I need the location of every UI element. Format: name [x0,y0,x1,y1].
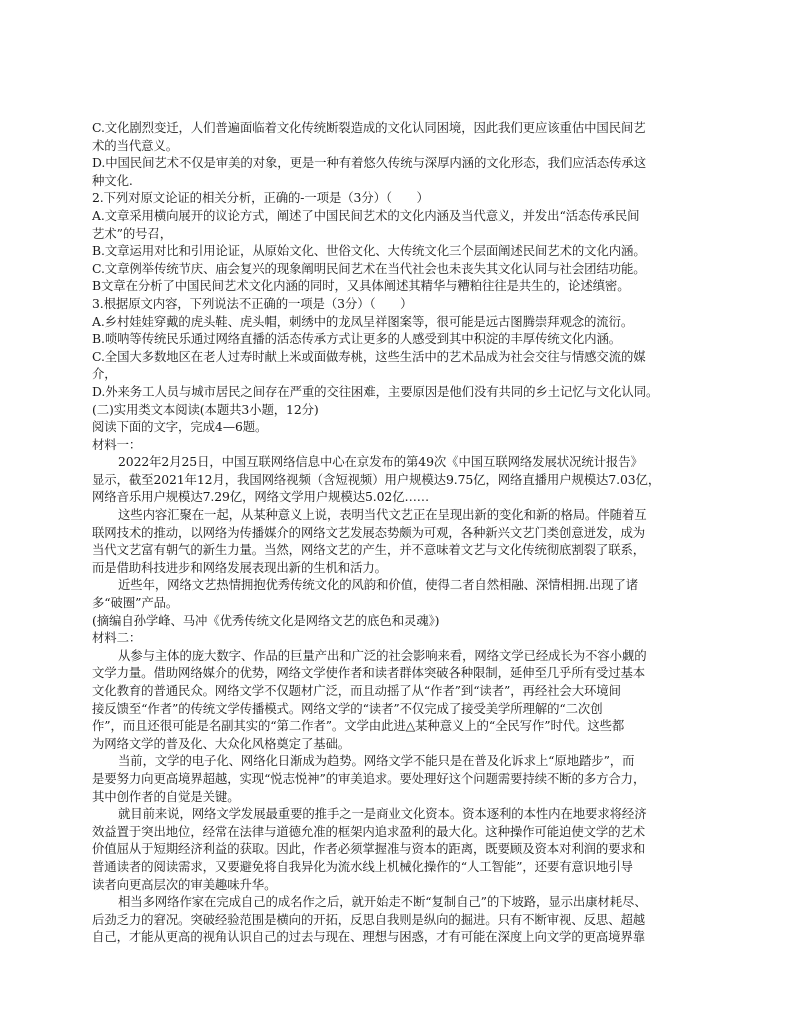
text-line: 近些年，网络文艺热情拥抱优秀传统文化的风韵和价值，使得二者自然相融、深情相拥.出现了诸 [118,577,639,593]
text-line: 其中创作者的自觉是关键。 [92,788,240,804]
text-line: 接反馈至“作者”的传统文学传播模式。网络文学的“读者”不仅完成了接受美学所理解的“二次创 [92,700,603,716]
text-line: B文章在分析了中国民间艺术文化内涵的同时，又具体阐述其精华与糟粕往往是共生的，论述缜密。 [92,278,630,294]
text-line: A.乡村娃娃穿戴的虎头鞋、虎头帽，刺绣中的龙凤呈祥图案等，很可能是远古图腾崇拜观念的流衍。 [92,313,634,329]
text-line: B.唢呐等传统民乐通过网络直播的活态传承方式让更多的人感受到其中积淀的丰厚传统文化内涵。 [92,331,622,347]
text-line: 材料二： [92,630,142,646]
text-line: (摘编自孙学峰、马冲《优秀传统文化是网络文艺的底色和灵魂》) [92,612,440,628]
text-line: 效益置于突出地位，经常在法律与道德允准的框架内追求盈利的最大化。这种操作可能迫使文学的艺术 [92,823,646,839]
text-line: 就目前来说，网络文学发展最重要的推手之一是商业文化资本。资本逐利的本性内在地要求将经济 [118,806,647,822]
text-line: 阅读下面的文字，完成4—6题。 [92,419,268,435]
text-line: 自己，才能从更高的视角认识自己的过去与现在、理想与困惑，才有可能在深度上向文学的更高境界靠 [92,929,646,945]
text-line: 2022年2月25日，中国互联网络信息中心在京发布的第49次《中国互联网络发展状况统计报告》 [118,454,643,470]
text-line: 多“破圈”产品。 [92,595,179,611]
text-line: 当代文艺富有朝气的新生力量。当然，网络文艺的产生，并不意味着文艺与文化传统彻底割裂了联系， [92,542,646,558]
text-line: 3.根据原文内容，下列说法不正确的一项是（3分）（ ） [92,295,413,311]
text-line: C.文章例举传统节庆、庙会复兴的现象阐明民间艺术在当代社会也未丧失其文化认同与社会团结功能。 [92,260,646,276]
text-line: C.文化剧烈变迁，人们普遍面临着文化传统断裂造成的文化认同困境，因此我们更应该重估中国民间艺 [92,120,646,135]
text-line: 材料一： [92,436,142,452]
text-line: 术的当代意义。 [92,137,179,153]
text-line: 2.下列对原文论证的相关分析，正确的-一项是（3分）（ ） [92,190,429,206]
text-line: 联网技术的推动，以网络为传播媒介的网络文艺发展态势颇为可观，各种新兴文艺门类创意迸发，成为 [92,524,646,540]
text-line: 种文化. [92,172,133,188]
text-line: 文学力量。借助网络媒介的优势，网络文学使作者和读者群体突破各种限制，延伸至几乎所有受过基本 [92,665,646,681]
text-line: 为网络文学的普及化、大众化风格奠定了基础。 [92,735,351,751]
text-line: (二)实用类文本阅读(本题共3小题，12分) [92,401,319,417]
text-line: 网络音乐用户规模达7.29亿，网络文学用户规模达5.02亿…… [92,489,430,505]
text-line: 作”，而且还很可能是名副其实的“第二作者”。文学由此进△某种意义上的“全民写作”时代。这些都 [92,718,625,734]
text-line: 文化教育的普通民众。网络文学不仅题材广泛，而且动摇了从“作者”到“读者”，再经社会大环境间 [92,683,621,698]
text-line: 后劲乏力的窘况。突破经验范围是横向的开拓，反思自我则是纵向的掘进。只有不断审视、反思、超越 [92,911,646,927]
text-line: B.文章运用对比和引用论证，从原始文化、世俗文化、大传统文化三个层面阐述民间艺术的文化内涵。 [92,243,646,259]
text-line: A.文章采用横向展开的议论方式，阐述了中国民间艺术的文化内涵及当代意义，并发出“活态传承民间 [92,207,640,223]
text-line: 显示，截至2021年12月，我国网络视频（含短视频）用户规模达9.75亿，网络直播用户规模达7.03亿， [92,471,661,487]
text-line: 是要努力向更高境界超越，实现“悦志悦神”的审美追求。要处理好这个问题需要持续不断的多方合力， [92,770,646,786]
text-line: 从参与主体的庞大数字、作品的巨量产出和广泛的社会影响来看，网络文学已经成长为不容小觑的 [118,647,647,663]
text-line: 普通读者的阅读需求，又要避免将自我异化为流水线上机械化操作的“人工智能”，还要有意识地引导 [92,858,633,874]
text-line: 相当多网络作家在完成自己的成名作之后，就开始走不断“复制自己”的下坡路，显示出康材耗尽、 [118,894,647,910]
text-line: 读者向更高层次的审美趣味升华。 [92,876,277,892]
text-line: 介， [92,366,117,382]
text-line: D.中国民间艺术不仅是审美的对象，更是一种有着悠久传统与深厚内涵的文化形态，我们应活态传承这 [92,155,647,171]
text-line: 当前，文学的电子化、网络化日渐成为趋势。网络文学不能只是在普及化诉求上“原地踏步”，而 [118,753,635,769]
text-line: 艺术”的号召， [92,225,172,241]
document-page [92,119,714,946]
text-line: 而是借助科技进步和网络发展表现出新的生机和活力。 [92,559,387,575]
text-line: 价值屈从于短期经济利益的获取。因此，作者必须掌握准与资本的距离，既要顾及资本对利润的要求和 [92,841,646,857]
text-line: 这些内容汇聚在一起，从某种意义上说，表明当代文艺正在呈现出新的变化和新的格局。伴随着互 [118,507,647,523]
text-line: C.全国大多数地区在老人过寿时献上米或面做寿桃，这些生活中的艺术品成为社会交往与情感交流的媒 [92,348,646,364]
text-line: D.外来务工人员与城市居民之间存在严重的交往困难，主要原因是他们没有共同的乡土记忆与文化认同。 [92,383,659,399]
